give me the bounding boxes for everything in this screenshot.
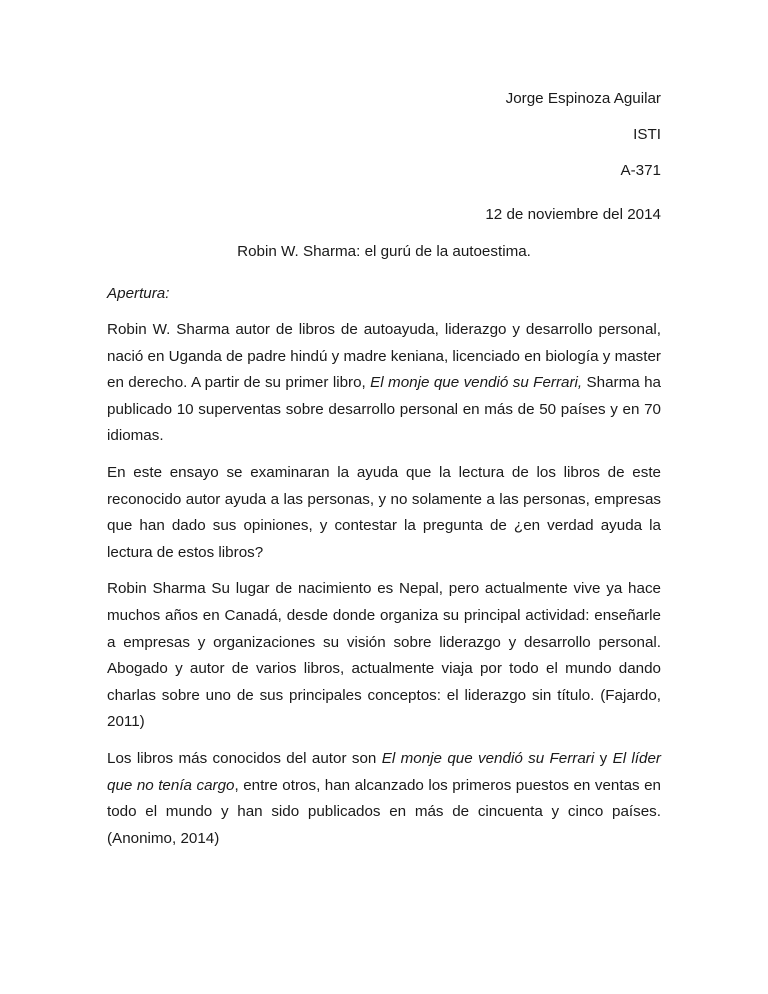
- paragraph-4-book-title-1: El monje que vendió su Ferrari: [381, 749, 595, 767]
- paragraph-4: [107, 746, 661, 852]
- paragraph-4-text-b: y: [594, 749, 613, 767]
- essay-title: [0, 242, 768, 262]
- paragraph-1-book-title: El monje que vendió su Ferrari,: [370, 374, 583, 392]
- paragraph-1-text-a: Robin W. Sharma autor de libros de autoayuda, liderazgo y desarrollo personal, nació en Uganda de padre hindú y madre keniana, licenciado en biología y master en derecho. A partir de su primer libro,: [107, 321, 661, 392]
- author-name: Jorge Espinoza Aguilar: [505, 90, 661, 107]
- paragraph-4-text-a: Los libros más conocidos del autor son: [107, 749, 382, 767]
- school-name: ISTI: [633, 126, 661, 143]
- group-code: A-371: [620, 162, 661, 179]
- paragraph-3: Robin Sharma Su lugar de nacimiento es Nepal, pero actualmente vive ya hace muchos años en Canadá, desde donde organiza su principal actividad: enseñarle a empresas y organizaciones su visión sobre liderazgo y desarrollo personal. Abogado y autor de varios libros, actualmente viaja por todo el mundo dando charlas sobre uno de sus principales conceptos: el liderazgo sin título. (Fajardo, 2011): [107, 580, 661, 731]
- paragraph-2: En este ensayo se examinaran la ayuda que la lectura de los libros de este reconocido autor ayuda a las personas, y no solamente a las personas, empresas que han dado sus opiniones, y contestar la pregunta de ¿en verdad ayuda la lectura de estos libros?: [107, 463, 661, 561]
- section-label: Apertura:: [107, 285, 170, 302]
- document-date: 12 de noviembre del 2014: [485, 206, 661, 223]
- essay-title-text: Robin W. Sharma: el gurú de la autoestima.: [237, 243, 531, 260]
- paragraph-1-text-b: Sharma ha publicado 10 superventas sobre desarrollo personal en más de 50 países y en 70 idiomas.: [107, 374, 661, 445]
- paragraph-4-book-title-2: El líder que no tenía cargo: [107, 749, 661, 794]
- paragraph-1: [107, 317, 661, 450]
- essay-body: [107, 281, 661, 862]
- paragraph-4-text-c: , entre otros, han alcanzado los primeros puestos en ventas en todo el mundo y han sido publicados en más de cincuenta y cinco países. (Anonimo, 2014): [107, 776, 662, 847]
